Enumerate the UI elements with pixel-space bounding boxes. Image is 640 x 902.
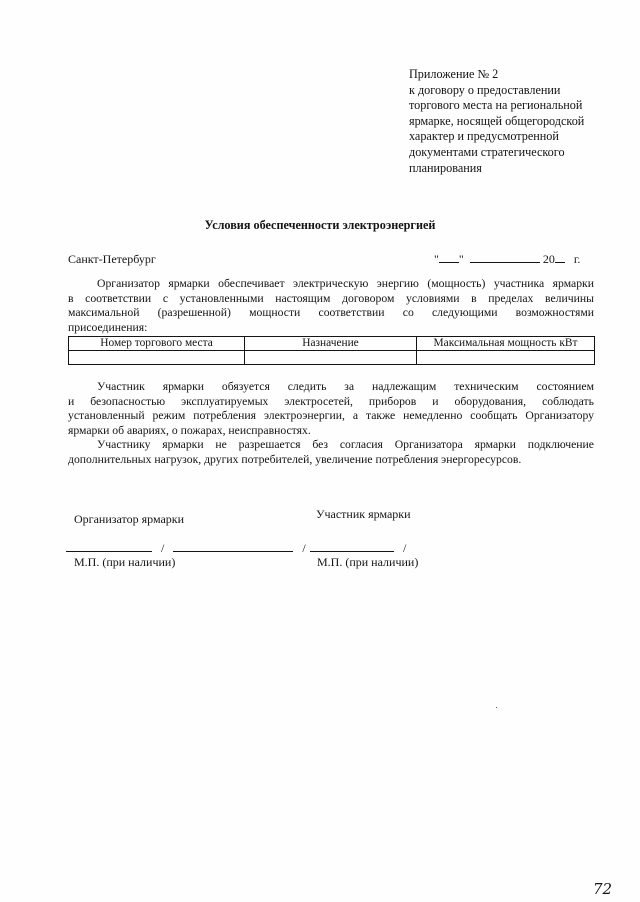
organizer-signature-line [66, 540, 306, 556]
appendix-line: торгового места на региональной [409, 98, 583, 113]
date-quote-close: " [458, 252, 464, 266]
appendix-line: характер и предусмотренной [409, 129, 559, 144]
table-row [69, 351, 595, 365]
signature-separator: / [302, 541, 306, 555]
paragraph-line: дополнительных нагрузок, других потребителей, увеличение потребления энергоресурсов. [68, 452, 522, 466]
appendix-line: к договору о предоставлении [409, 82, 561, 97]
connection-table [68, 336, 595, 365]
header-purpose: Назначение [245, 337, 417, 351]
signature-separator: / [403, 541, 407, 555]
appendix-line: Приложение № 2 [409, 67, 499, 81]
participant-signature-line [310, 540, 406, 556]
page-number: 72 [593, 880, 613, 898]
month-blank [470, 252, 540, 263]
paragraph-obligations [68, 380, 594, 438]
signature-separator: / [161, 541, 165, 555]
table-cell [417, 351, 595, 365]
year-blank [555, 252, 565, 263]
organizer-signature-blank [66, 540, 152, 552]
appendix-header [409, 67, 609, 176]
date-quote-open: " [434, 252, 439, 266]
year-suffix: г. [573, 252, 581, 266]
scan-speck [496, 707, 497, 708]
participant-label: Участник ярмарки [316, 507, 411, 521]
paragraph-line: Организатор ярмарки обеспечивает электрическую энергию (мощность) участника ярмарки [97, 277, 594, 290]
date-field [434, 252, 580, 267]
participant-stamp-note: М.П. (при наличии) [317, 555, 419, 569]
paragraph-line: Участник ярмарки обязуется следить за надлежащим техническим состоянием [97, 380, 594, 393]
participant-signature-blank [310, 540, 394, 552]
appendix-line: планирования [409, 160, 482, 175]
city-name: Санкт-Петербург [68, 252, 156, 266]
table-cell [245, 351, 417, 365]
paragraph-line: в соответствии с установленными настоящим договором условиями в пределах величины [68, 291, 594, 305]
organizer-label: Организатор ярмарки [74, 512, 185, 526]
table-header-row [69, 337, 595, 351]
document-title: Условия обеспеченности электроэнергией [204, 218, 436, 232]
paragraph-line: установленный режим потребления электроэнергии, а также немедленно сообщать Организатору [68, 409, 594, 423]
organizer-stamp-note: М.П. (при наличии) [74, 555, 176, 569]
paragraph-restrictions [68, 438, 594, 467]
paragraph-line: Участнику ярмарки не разрешается без согласия Организатора ярмарки подключение [97, 438, 594, 451]
day-blank [439, 252, 459, 263]
paragraph-supply [68, 277, 594, 335]
appendix-line: документами стратегического [409, 144, 565, 159]
year-prefix: 20 [542, 252, 555, 266]
organizer-name-blank [173, 540, 293, 552]
header-max-power: Максимальная мощность кВт [417, 337, 595, 351]
paragraph-line: присоединения: [68, 320, 148, 334]
paragraph-line: максимальной (разрешенной) мощности соответствии со следующими возможностями [68, 306, 594, 320]
appendix-line: ярмарке, носящей общегородской [409, 113, 585, 128]
paragraph-line: ярмарки об авариях, о пожарах, неисправностях. [68, 423, 311, 437]
paragraph-line: и безопасностью эксплуатируемых электросетей, приборов и оборудования, соблюдать [68, 394, 594, 408]
table-cell [69, 351, 245, 365]
header-place-number: Номер торгового места [69, 337, 245, 351]
